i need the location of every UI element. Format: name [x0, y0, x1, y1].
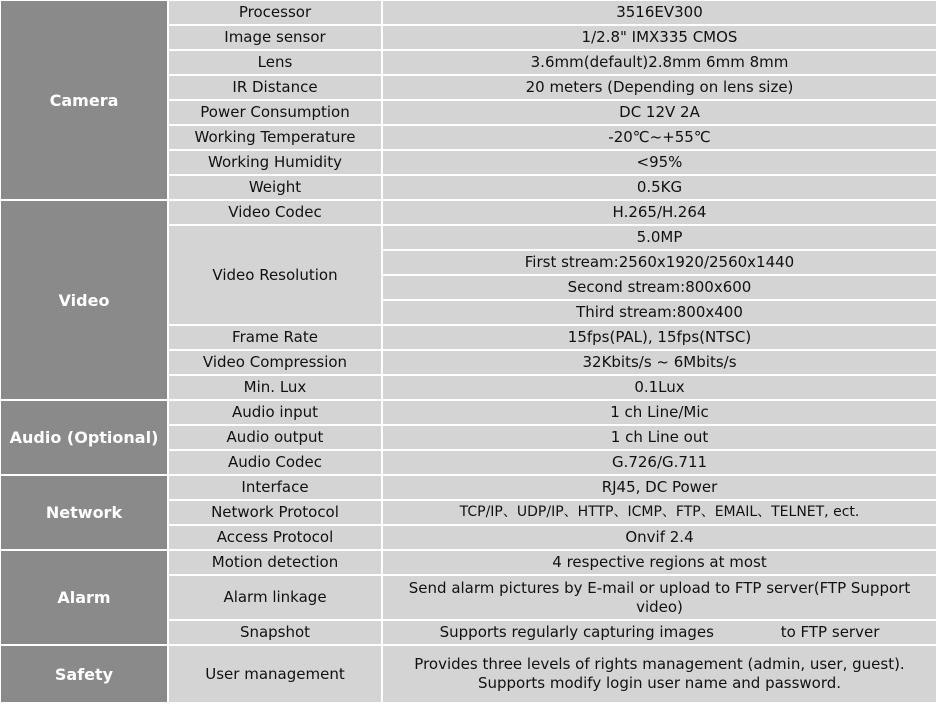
- spec-label-humidity: Working Humidity: [169, 151, 381, 174]
- category-safety: Safety: [1, 646, 167, 702]
- table-row: [1, 476, 936, 499]
- spec-label-frame-rate: Frame Rate: [169, 326, 381, 349]
- spec-label-processor: Processor: [169, 1, 381, 24]
- category-audio: Audio (Optional): [1, 401, 167, 474]
- spec-value-audio-codec: G.726/G.711: [383, 451, 936, 474]
- spec-value-processor: 3516EV300: [383, 1, 936, 24]
- spec-value-video-resolution-second-stream: Second stream:800x600: [383, 276, 936, 299]
- table-row: [1, 401, 936, 424]
- spec-value-video-compression: 32Kbits/s ~ 6Mbits/s: [383, 351, 936, 374]
- spec-value-user-management: Provides three levels of rights management (admin, user, guest). Supports modify login user name and password.: [383, 646, 936, 702]
- spec-label-weight: Weight: [169, 176, 381, 199]
- spec-label-image-sensor: Image sensor: [169, 26, 381, 49]
- spec-value-snapshot: Supports regularly capturing images to FTP server: [383, 621, 936, 644]
- spec-value-alarm-linkage: Send alarm pictures by E-mail or upload to FTP server(FTP Support video): [383, 576, 936, 619]
- spec-label-temperature: Working Temperature: [169, 126, 381, 149]
- spec-value-frame-rate: 15fps(PAL), 15fps(NTSC): [383, 326, 936, 349]
- spec-value-interface: RJ45, DC Power: [383, 476, 936, 499]
- spec-value-min-lux: 0.1Lux: [383, 376, 936, 399]
- spec-value-temperature: -20℃~+55℃: [383, 126, 936, 149]
- spec-value-access-protocol: Onvif 2.4: [383, 526, 936, 549]
- category-camera: Camera: [1, 1, 167, 199]
- spec-label-audio-output: Audio output: [169, 426, 381, 449]
- spec-label-access-protocol: Access Protocol: [169, 526, 381, 549]
- spec-label-power: Power Consumption: [169, 101, 381, 124]
- category-video: Video: [1, 201, 167, 399]
- table-row: [1, 551, 936, 574]
- spec-label-alarm-linkage: Alarm linkage: [169, 576, 381, 619]
- spec-label-ir-distance: IR Distance: [169, 76, 381, 99]
- spec-value-network-protocol: TCP/IP、UDP/IP、HTTP、ICMP、FTP、EMAIL、TELNET, ect.: [383, 501, 936, 524]
- spec-value-video-resolution-first-stream: First stream:2560x1920/2560x1440: [383, 251, 936, 274]
- spec-value-weight: 0.5KG: [383, 176, 936, 199]
- spec-label-min-lux: Min. Lux: [169, 376, 381, 399]
- table-row: [1, 1, 936, 24]
- spec-value-motion-detection: 4 respective regions at most: [383, 551, 936, 574]
- spec-value-video-codec: H.265/H.264: [383, 201, 936, 224]
- spec-label-interface: Interface: [169, 476, 381, 499]
- spec-label-video-resolution: Video Resolution: [169, 226, 381, 324]
- category-network: Network: [1, 476, 167, 549]
- spec-label-snapshot: Snapshot: [169, 621, 381, 644]
- category-alarm: Alarm: [1, 551, 167, 644]
- spec-value-audio-output: 1 ch Line out: [383, 426, 936, 449]
- spec-label-video-codec: Video Codec: [169, 201, 381, 224]
- table-row: [1, 201, 936, 224]
- spec-label-lens: Lens: [169, 51, 381, 74]
- spec-value-humidity: <95%: [383, 151, 936, 174]
- spec-label-audio-codec: Audio Codec: [169, 451, 381, 474]
- spec-value-image-sensor: 1/2.8" IMX335 CMOS: [383, 26, 936, 49]
- spec-value-lens: 3.6mm(default)2.8mm 6mm 8mm: [383, 51, 936, 74]
- spec-value-ir-distance: 20 meters (Depending on lens size): [383, 76, 936, 99]
- spec-label-network-protocol: Network Protocol: [169, 501, 381, 524]
- spec-label-audio-input: Audio input: [169, 401, 381, 424]
- table-row: [1, 646, 936, 702]
- spec-label-video-compression: Video Compression: [169, 351, 381, 374]
- spec-value-video-resolution-main: 5.0MP: [383, 226, 936, 249]
- spec-value-video-resolution-third-stream: Third stream:800x400: [383, 301, 936, 324]
- spec-value-audio-input: 1 ch Line/Mic: [383, 401, 936, 424]
- spec-label-user-management: User management: [169, 646, 381, 702]
- spec-label-motion-detection: Motion detection: [169, 551, 381, 574]
- spec-value-power: DC 12V 2A: [383, 101, 936, 124]
